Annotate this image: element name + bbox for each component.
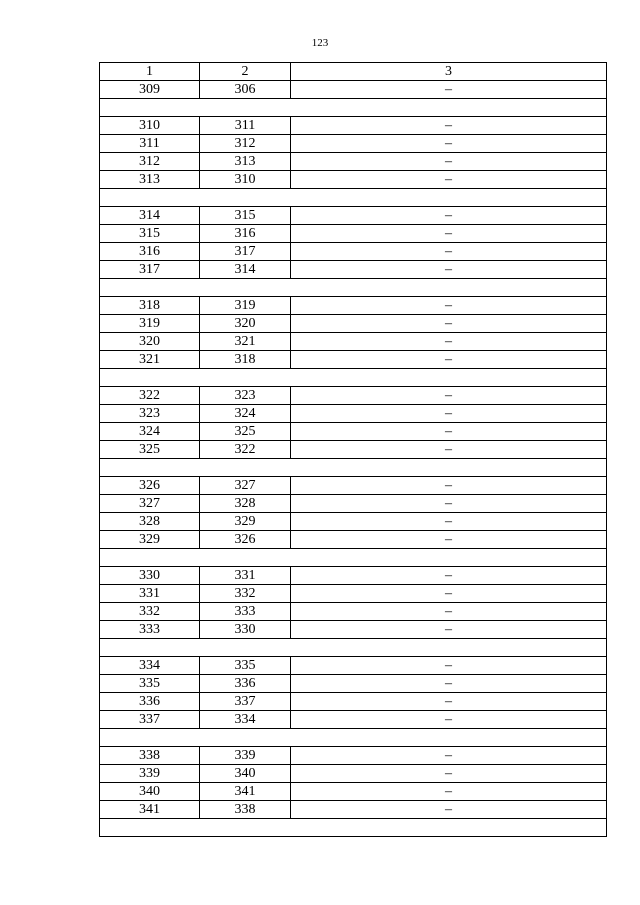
table-row bbox=[100, 603, 607, 621]
table-cell: 337 bbox=[100, 711, 200, 729]
table-cell: – bbox=[291, 495, 607, 513]
table-cell: 340 bbox=[100, 783, 200, 801]
table-cell: 333 bbox=[100, 621, 200, 639]
table-cell: – bbox=[291, 675, 607, 693]
table-cell: 322 bbox=[200, 441, 291, 459]
table-cell: 337 bbox=[200, 693, 291, 711]
table-row bbox=[100, 333, 607, 351]
table-row bbox=[100, 81, 607, 99]
table-cell: – bbox=[291, 333, 607, 351]
table-cell: – bbox=[291, 405, 607, 423]
table-row bbox=[100, 351, 607, 369]
table-cell: 326 bbox=[200, 531, 291, 549]
table-cell: – bbox=[291, 657, 607, 675]
table-cell: 319 bbox=[200, 297, 291, 315]
table-row bbox=[100, 207, 607, 225]
table-cell: 332 bbox=[100, 603, 200, 621]
table-cell: – bbox=[291, 783, 607, 801]
table-cell: 326 bbox=[100, 477, 200, 495]
table-row bbox=[100, 621, 607, 639]
table-cell: – bbox=[291, 711, 607, 729]
table-cell: 317 bbox=[100, 261, 200, 279]
data-table bbox=[99, 62, 607, 837]
group-separator-cell bbox=[100, 639, 607, 657]
group-separator-cell bbox=[100, 99, 607, 117]
table-cell: 328 bbox=[100, 513, 200, 531]
table-row bbox=[100, 693, 607, 711]
page-number: 123 bbox=[311, 37, 329, 49]
table-cell: – bbox=[291, 531, 607, 549]
table-row bbox=[100, 171, 607, 189]
table-cell: – bbox=[291, 513, 607, 531]
table-row bbox=[100, 765, 607, 783]
table-cell: 323 bbox=[200, 387, 291, 405]
table-row bbox=[100, 711, 607, 729]
table-cell: – bbox=[291, 387, 607, 405]
table-cell: – bbox=[291, 315, 607, 333]
table-cell: 327 bbox=[200, 477, 291, 495]
table-cell: 323 bbox=[100, 405, 200, 423]
table-cell: 318 bbox=[200, 351, 291, 369]
table-cell: – bbox=[291, 621, 607, 639]
table-cell: 306 bbox=[200, 81, 291, 99]
table-cell: 313 bbox=[100, 171, 200, 189]
table-cell: 331 bbox=[200, 567, 291, 585]
group-separator-cell bbox=[100, 189, 607, 207]
table-row bbox=[100, 297, 607, 315]
table-cell: – bbox=[291, 351, 607, 369]
table-cell: 310 bbox=[200, 171, 291, 189]
table-cell: 339 bbox=[200, 747, 291, 765]
table-row bbox=[100, 477, 607, 495]
table-cell: 315 bbox=[100, 225, 200, 243]
table-cell: 320 bbox=[100, 333, 200, 351]
table-row bbox=[100, 441, 607, 459]
table-cell: 341 bbox=[200, 783, 291, 801]
table-cell: – bbox=[291, 765, 607, 783]
table-cell: 338 bbox=[200, 801, 291, 819]
table-cell: 325 bbox=[200, 423, 291, 441]
table-cell: – bbox=[291, 603, 607, 621]
group-separator-row bbox=[100, 369, 607, 387]
table-cell: 311 bbox=[200, 117, 291, 135]
table-cell: 338 bbox=[100, 747, 200, 765]
table-cell: 318 bbox=[100, 297, 200, 315]
group-separator-cell bbox=[100, 279, 607, 297]
table-row bbox=[100, 513, 607, 531]
header-cell: 3 bbox=[291, 63, 607, 81]
table-cell: 328 bbox=[200, 495, 291, 513]
table-cell: 313 bbox=[200, 153, 291, 171]
group-separator-row bbox=[100, 819, 607, 837]
table-cell: 311 bbox=[100, 135, 200, 153]
group-separator-row bbox=[100, 459, 607, 477]
table-cell: 341 bbox=[100, 801, 200, 819]
table-row bbox=[100, 495, 607, 513]
table-row bbox=[100, 423, 607, 441]
table-cell: – bbox=[291, 423, 607, 441]
table-cell: 336 bbox=[100, 693, 200, 711]
table-cell: – bbox=[291, 153, 607, 171]
table-cell: 319 bbox=[100, 315, 200, 333]
group-separator-cell bbox=[100, 459, 607, 477]
group-separator-row bbox=[100, 639, 607, 657]
table-row bbox=[100, 135, 607, 153]
table-row bbox=[100, 261, 607, 279]
table-cell: 332 bbox=[200, 585, 291, 603]
table-cell: 321 bbox=[200, 333, 291, 351]
table-cell: 321 bbox=[100, 351, 200, 369]
table-cell: – bbox=[291, 207, 607, 225]
table-row bbox=[100, 675, 607, 693]
table-cell: 335 bbox=[100, 675, 200, 693]
table-cell: – bbox=[291, 801, 607, 819]
group-separator-row bbox=[100, 279, 607, 297]
table-cell: 333 bbox=[200, 603, 291, 621]
table-cell: 309 bbox=[100, 81, 200, 99]
group-separator-row bbox=[100, 99, 607, 117]
table-cell: – bbox=[291, 585, 607, 603]
table-row bbox=[100, 405, 607, 423]
table-cell: – bbox=[291, 171, 607, 189]
table-row bbox=[100, 657, 607, 675]
table-cell: 324 bbox=[100, 423, 200, 441]
table-cell: – bbox=[291, 297, 607, 315]
table-cell: – bbox=[291, 81, 607, 99]
header-cell: 2 bbox=[200, 63, 291, 81]
table-cell: 312 bbox=[100, 153, 200, 171]
table-cell: – bbox=[291, 117, 607, 135]
table-row bbox=[100, 801, 607, 819]
table-cell: – bbox=[291, 225, 607, 243]
table-cell: 310 bbox=[100, 117, 200, 135]
group-separator-cell bbox=[100, 729, 607, 747]
table-row bbox=[100, 225, 607, 243]
table-cell: 329 bbox=[100, 531, 200, 549]
table-row bbox=[100, 747, 607, 765]
table-cell: 320 bbox=[200, 315, 291, 333]
table-cell: 327 bbox=[100, 495, 200, 513]
group-separator-row bbox=[100, 549, 607, 567]
table-row bbox=[100, 153, 607, 171]
table-cell: 334 bbox=[200, 711, 291, 729]
table-cell: 325 bbox=[100, 441, 200, 459]
table-cell: 334 bbox=[100, 657, 200, 675]
group-separator-cell bbox=[100, 819, 607, 837]
table-cell: – bbox=[291, 693, 607, 711]
table-cell: 330 bbox=[100, 567, 200, 585]
table-cell: 335 bbox=[200, 657, 291, 675]
table-cell: 330 bbox=[200, 621, 291, 639]
table-cell: 312 bbox=[200, 135, 291, 153]
table-row bbox=[100, 783, 607, 801]
header-cell: 1 bbox=[100, 63, 200, 81]
table-cell: – bbox=[291, 567, 607, 585]
table-cell: 324 bbox=[200, 405, 291, 423]
table-cell: 339 bbox=[100, 765, 200, 783]
table-cell: 316 bbox=[200, 225, 291, 243]
table-row bbox=[100, 243, 607, 261]
table-cell: – bbox=[291, 747, 607, 765]
group-separator-row bbox=[100, 189, 607, 207]
table-row bbox=[100, 387, 607, 405]
table-cell: 314 bbox=[100, 207, 200, 225]
table-row bbox=[100, 585, 607, 603]
table-cell: – bbox=[291, 135, 607, 153]
table-cell: – bbox=[291, 243, 607, 261]
table-cell: 314 bbox=[200, 261, 291, 279]
table-cell: 336 bbox=[200, 675, 291, 693]
table-cell: 317 bbox=[200, 243, 291, 261]
table-cell: 322 bbox=[100, 387, 200, 405]
header-row bbox=[100, 63, 607, 81]
table-row bbox=[100, 567, 607, 585]
table-cell: – bbox=[291, 477, 607, 495]
group-separator-cell bbox=[100, 369, 607, 387]
table-cell: 316 bbox=[100, 243, 200, 261]
table-cell: – bbox=[291, 261, 607, 279]
table-row bbox=[100, 531, 607, 549]
table-cell: 315 bbox=[200, 207, 291, 225]
table-cell: 331 bbox=[100, 585, 200, 603]
table-cell: 329 bbox=[200, 513, 291, 531]
group-separator-row bbox=[100, 729, 607, 747]
table-cell: – bbox=[291, 441, 607, 459]
group-separator-cell bbox=[100, 549, 607, 567]
table-row bbox=[100, 315, 607, 333]
table-row bbox=[100, 117, 607, 135]
table-cell: 340 bbox=[200, 765, 291, 783]
